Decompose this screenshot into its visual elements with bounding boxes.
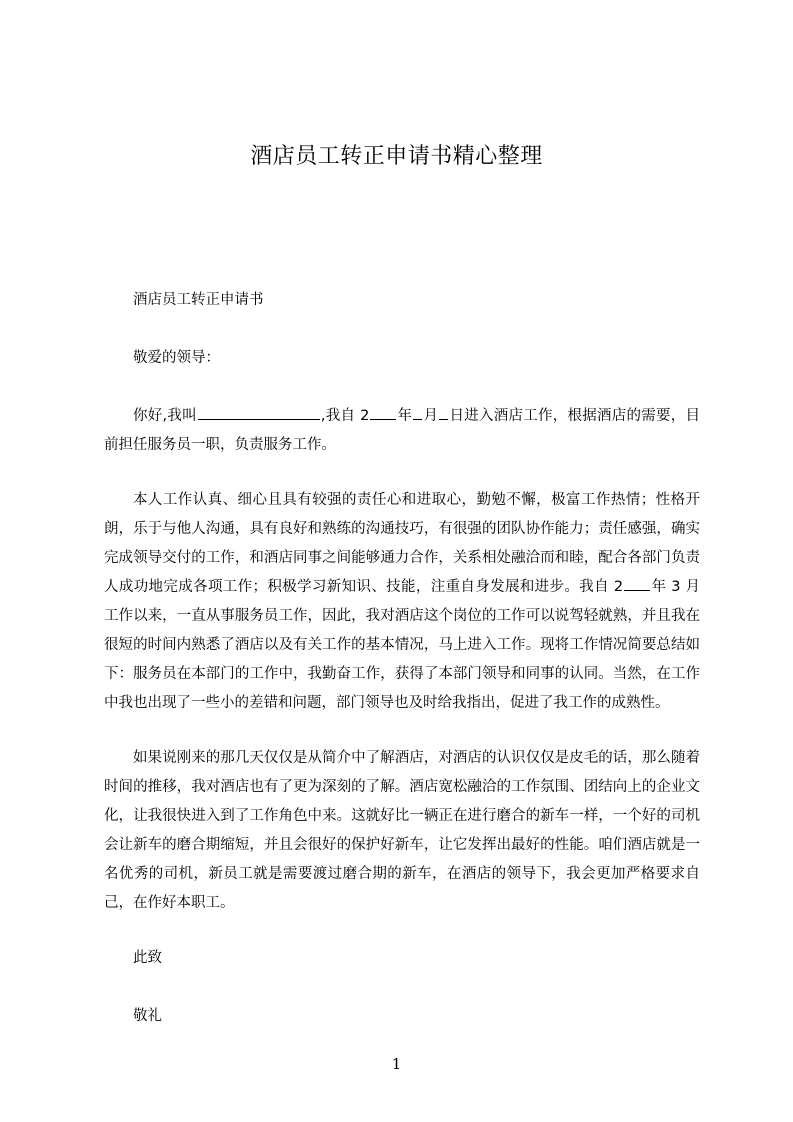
- day-blank: [439, 405, 448, 421]
- document-title: 酒店员工转正申请书精心整理: [250, 144, 543, 169]
- letter-heading: 酒店员工转正申请书: [133, 292, 264, 308]
- work-summary-paragraph: [104, 486, 700, 718]
- name-blank: [198, 405, 320, 421]
- reflection-paragraph: 如果说刚来的那几天仅仅是从简介中了解酒店，对酒店的认识仅仅是皮毛的话，那么随着时间的推移，我对酒店也有了更为深刻的了解。酒店宽松融洽的工作氛围、团结向上的企业文化，让我很快进入到了工作角色中来。这就好比一辆正在进行磨合的新车一样，一个好的司机会让新车的磨合期缩短，并且会很好的保护好新车，让它发挥出最好的性能。咱们酒店就是一名优秀的司机，新员工就是需要渡过磨合期的新车，在酒店的领导下，我会更加严格要求自己，在作好本职工。: [104, 750, 700, 911]
- year-blank: [370, 405, 396, 421]
- intro-text-2: ,我自 2: [320, 408, 370, 424]
- intro-paragraph: [104, 402, 700, 460]
- intro-text-4: 月: [423, 408, 439, 424]
- work-summary-text-2: 年 3 月工作以来，一直从事服务员工作，因此，我对酒店这个岗位的工作可以说驾轻就熟，并且我在很短的时间内熟悉了酒店以及有关工作的基本情况，马上进入工作。现将工作情况简要总结如下：服务员在本部门的工作中，我勤奋工作，获得了本部门领导和同事的认同。当然，在工作中我也出现了一些小的差错和问题，部门领导也及时给我指出，促进了我工作的成熟性。: [104, 579, 700, 711]
- closing-line-2: 敬礼: [133, 1008, 162, 1024]
- intro-text-1: 你好,我叫: [133, 408, 197, 424]
- closing-line-1: 此致: [133, 950, 162, 966]
- work-summary-text-1: 本人工作认真、细心且具有较强的责任心和进取心，勤勉不懈，极富工作热情；性格开朗，乐于与他人沟通，具有良好和熟练的沟通技巧，有很强的团队协作能力；责任感强，确实完成领导交付的工作，和酒店同事之间能够通力合作，关系相处融洽而和睦，配合各部门负责人成功地完成各项工作；积极学习新知识、技能，注重自身发展和进步。我自 2: [104, 492, 700, 595]
- page-number: 1: [391, 1055, 402, 1073]
- intro-text-5: 日进入酒店工作，根据酒店的需要，目前担任服务员一职，负责服务工作。: [104, 408, 701, 453]
- month-blank: [413, 405, 422, 421]
- intro-text-3: 年: [397, 408, 413, 424]
- document-body: [104, 286, 700, 1031]
- start-year-blank: [624, 576, 650, 592]
- salutation: 敬爱的领导：: [133, 350, 220, 366]
